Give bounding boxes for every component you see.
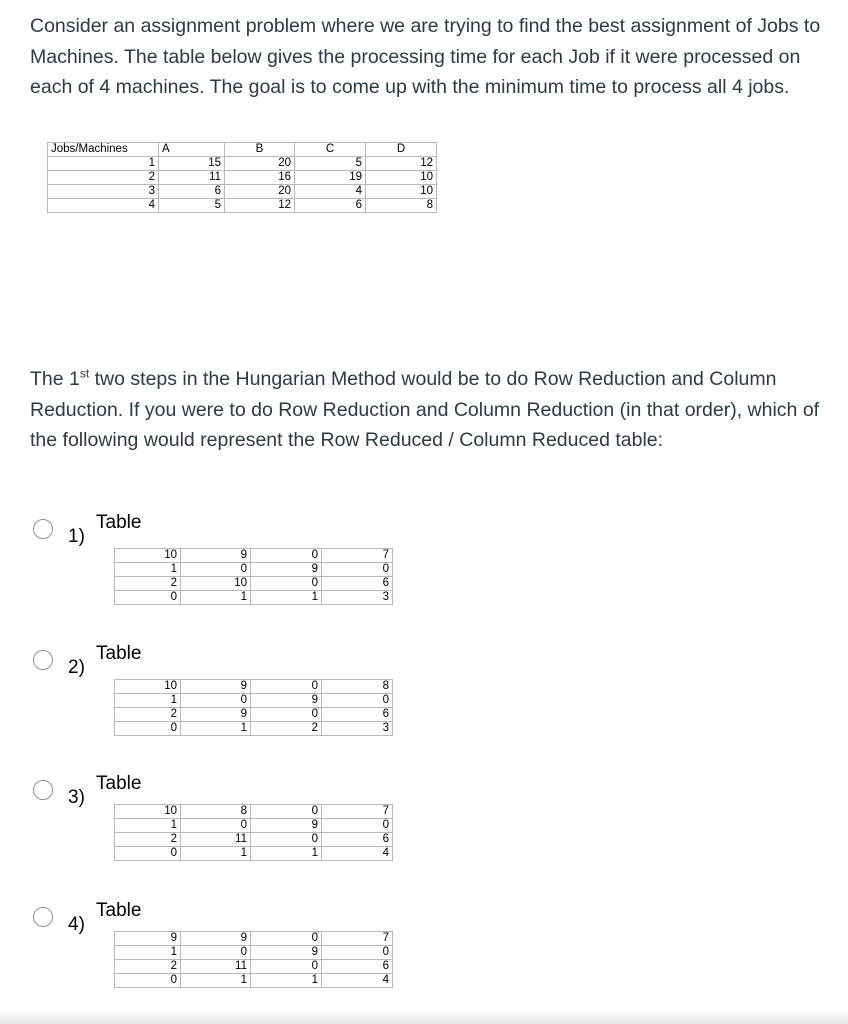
radio-button[interactable] xyxy=(33,907,53,927)
value-cell: 0 xyxy=(115,722,181,736)
table-row xyxy=(115,960,393,974)
value-cell: 6 xyxy=(322,833,393,847)
value-cell: 6 xyxy=(322,708,393,722)
answer-option-4[interactable] xyxy=(0,896,848,1016)
value-cell: 1 xyxy=(181,722,251,736)
time-cell: 20 xyxy=(225,185,295,199)
value-cell: 0 xyxy=(322,694,393,708)
value-cell: 0 xyxy=(251,680,322,694)
job-cell: 3 xyxy=(48,185,159,199)
time-cell: 6 xyxy=(295,199,366,213)
value-cell: 0 xyxy=(251,805,322,819)
answer-table xyxy=(114,679,393,736)
table-row xyxy=(115,591,393,605)
value-cell: 0 xyxy=(181,819,251,833)
table-row xyxy=(115,974,393,988)
time-cell: 16 xyxy=(225,171,295,185)
value-cell: 10 xyxy=(115,680,181,694)
value-cell: 0 xyxy=(181,946,251,960)
value-cell: 6 xyxy=(322,577,393,591)
question-sup: st xyxy=(79,366,90,381)
value-cell: 8 xyxy=(322,680,393,694)
value-cell: 0 xyxy=(115,847,181,861)
option-label: Table xyxy=(96,900,142,921)
radio-button[interactable] xyxy=(33,519,53,539)
value-cell: 1 xyxy=(115,694,181,708)
answer-option-1[interactable] xyxy=(0,508,848,628)
option-label: Table xyxy=(96,643,142,664)
option-number: 3) xyxy=(68,787,85,808)
value-cell: 0 xyxy=(251,833,322,847)
table-row xyxy=(115,549,393,563)
job-cell: 4 xyxy=(48,199,159,213)
value-cell: 8 xyxy=(181,805,251,819)
value-cell: 0 xyxy=(251,577,322,591)
value-cell: 1 xyxy=(251,974,322,988)
header-machine-a: A xyxy=(159,143,225,157)
value-cell: 4 xyxy=(322,974,393,988)
table-row xyxy=(115,819,393,833)
option-number: 1) xyxy=(68,526,85,547)
value-cell: 0 xyxy=(251,960,322,974)
value-cell: 9 xyxy=(181,680,251,694)
value-cell: 1 xyxy=(181,974,251,988)
value-cell: 2 xyxy=(251,722,322,736)
value-cell: 0 xyxy=(181,563,251,577)
time-cell: 5 xyxy=(295,157,366,171)
value-cell: 0 xyxy=(251,708,322,722)
value-cell: 11 xyxy=(181,960,251,974)
value-cell: 4 xyxy=(322,847,393,861)
value-cell: 9 xyxy=(251,946,322,960)
table-row xyxy=(48,199,437,213)
value-cell: 1 xyxy=(251,591,322,605)
value-cell: 2 xyxy=(115,577,181,591)
intro-paragraph: Consider an assignment problem where we are trying to find the best assignment of Jobs to Machines. The table below gives the processing time for each Job if it were processed on each of 4 machines. The goal is to come up with the minimum time to process all 4 jobs. xyxy=(30,15,821,98)
value-cell: 1 xyxy=(115,946,181,960)
time-cell: 5 xyxy=(159,199,225,213)
corner-header: Jobs/Machines xyxy=(48,143,159,157)
time-cell: 12 xyxy=(225,199,295,213)
table-row xyxy=(115,722,393,736)
time-cell: 12 xyxy=(366,157,437,171)
value-cell: 9 xyxy=(115,932,181,946)
value-cell: 1 xyxy=(251,847,322,861)
table-row xyxy=(115,708,393,722)
value-cell: 1 xyxy=(181,591,251,605)
value-cell: 0 xyxy=(322,946,393,960)
value-cell: 9 xyxy=(251,563,322,577)
table-row xyxy=(48,171,437,185)
answer-table xyxy=(114,548,393,605)
table-row xyxy=(48,185,437,199)
table-row xyxy=(115,847,393,861)
value-cell: 0 xyxy=(322,819,393,833)
value-cell: 3 xyxy=(322,591,393,605)
job-cell: 2 xyxy=(48,171,159,185)
question-pre: The 1 xyxy=(30,368,80,390)
header-machine-c: C xyxy=(295,143,366,157)
value-cell: 0 xyxy=(181,694,251,708)
radio-button[interactable] xyxy=(33,650,53,670)
answer-table xyxy=(114,931,393,988)
value-cell: 0 xyxy=(251,932,322,946)
header-machine-b: B xyxy=(225,143,295,157)
value-cell: 9 xyxy=(181,708,251,722)
value-cell: 10 xyxy=(115,805,181,819)
answer-table xyxy=(114,804,393,861)
value-cell: 7 xyxy=(322,932,393,946)
value-cell: 11 xyxy=(181,833,251,847)
time-cell: 8 xyxy=(366,199,437,213)
table-row xyxy=(115,694,393,708)
option-label: Table xyxy=(96,512,142,533)
value-cell: 10 xyxy=(115,549,181,563)
value-cell: 9 xyxy=(181,549,251,563)
value-cell: 7 xyxy=(322,805,393,819)
value-cell: 2 xyxy=(115,708,181,722)
question-paragraph xyxy=(30,364,830,456)
option-number: 2) xyxy=(68,657,85,678)
answer-option-2[interactable] xyxy=(0,639,848,759)
value-cell: 6 xyxy=(322,960,393,974)
time-cell: 19 xyxy=(295,171,366,185)
value-cell: 1 xyxy=(181,847,251,861)
value-cell: 0 xyxy=(115,974,181,988)
value-cell: 0 xyxy=(251,549,322,563)
time-cell: 4 xyxy=(295,185,366,199)
table-row xyxy=(115,680,393,694)
table-row xyxy=(115,932,393,946)
value-cell: 2 xyxy=(115,960,181,974)
processing-time-table xyxy=(47,142,437,213)
value-cell: 0 xyxy=(115,591,181,605)
radio-button[interactable] xyxy=(33,780,53,800)
time-cell: 10 xyxy=(366,171,437,185)
answer-option-3[interactable] xyxy=(0,769,848,889)
value-cell: 2 xyxy=(115,833,181,847)
time-cell: 10 xyxy=(366,185,437,199)
table-row xyxy=(115,563,393,577)
bottom-edge-shadow xyxy=(0,1010,848,1024)
value-cell: 7 xyxy=(322,549,393,563)
value-cell: 9 xyxy=(251,819,322,833)
question-post: two steps in the Hungarian Method would be to do Row Reduction and Column Reduction. If you were to do Row Reduction and Column Reduction (in that order), which of the following would represent the Row Reduced / Column Reduced table: xyxy=(30,368,820,451)
time-cell: 11 xyxy=(159,171,225,185)
job-cell: 1 xyxy=(48,157,159,171)
option-number: 4) xyxy=(68,914,85,935)
value-cell: 9 xyxy=(251,694,322,708)
table-row xyxy=(115,577,393,591)
value-cell: 1 xyxy=(115,819,181,833)
table-row xyxy=(115,833,393,847)
value-cell: 0 xyxy=(322,563,393,577)
table-row xyxy=(115,946,393,960)
time-cell: 6 xyxy=(159,185,225,199)
table-row xyxy=(48,157,437,171)
table-row xyxy=(115,805,393,819)
value-cell: 1 xyxy=(115,563,181,577)
header-machine-d: D xyxy=(366,143,437,157)
option-label: Table xyxy=(96,773,142,794)
time-cell: 15 xyxy=(159,157,225,171)
value-cell: 3 xyxy=(322,722,393,736)
time-cell: 20 xyxy=(225,157,295,171)
table-header-row xyxy=(48,143,437,157)
value-cell: 10 xyxy=(181,577,251,591)
value-cell: 9 xyxy=(181,932,251,946)
